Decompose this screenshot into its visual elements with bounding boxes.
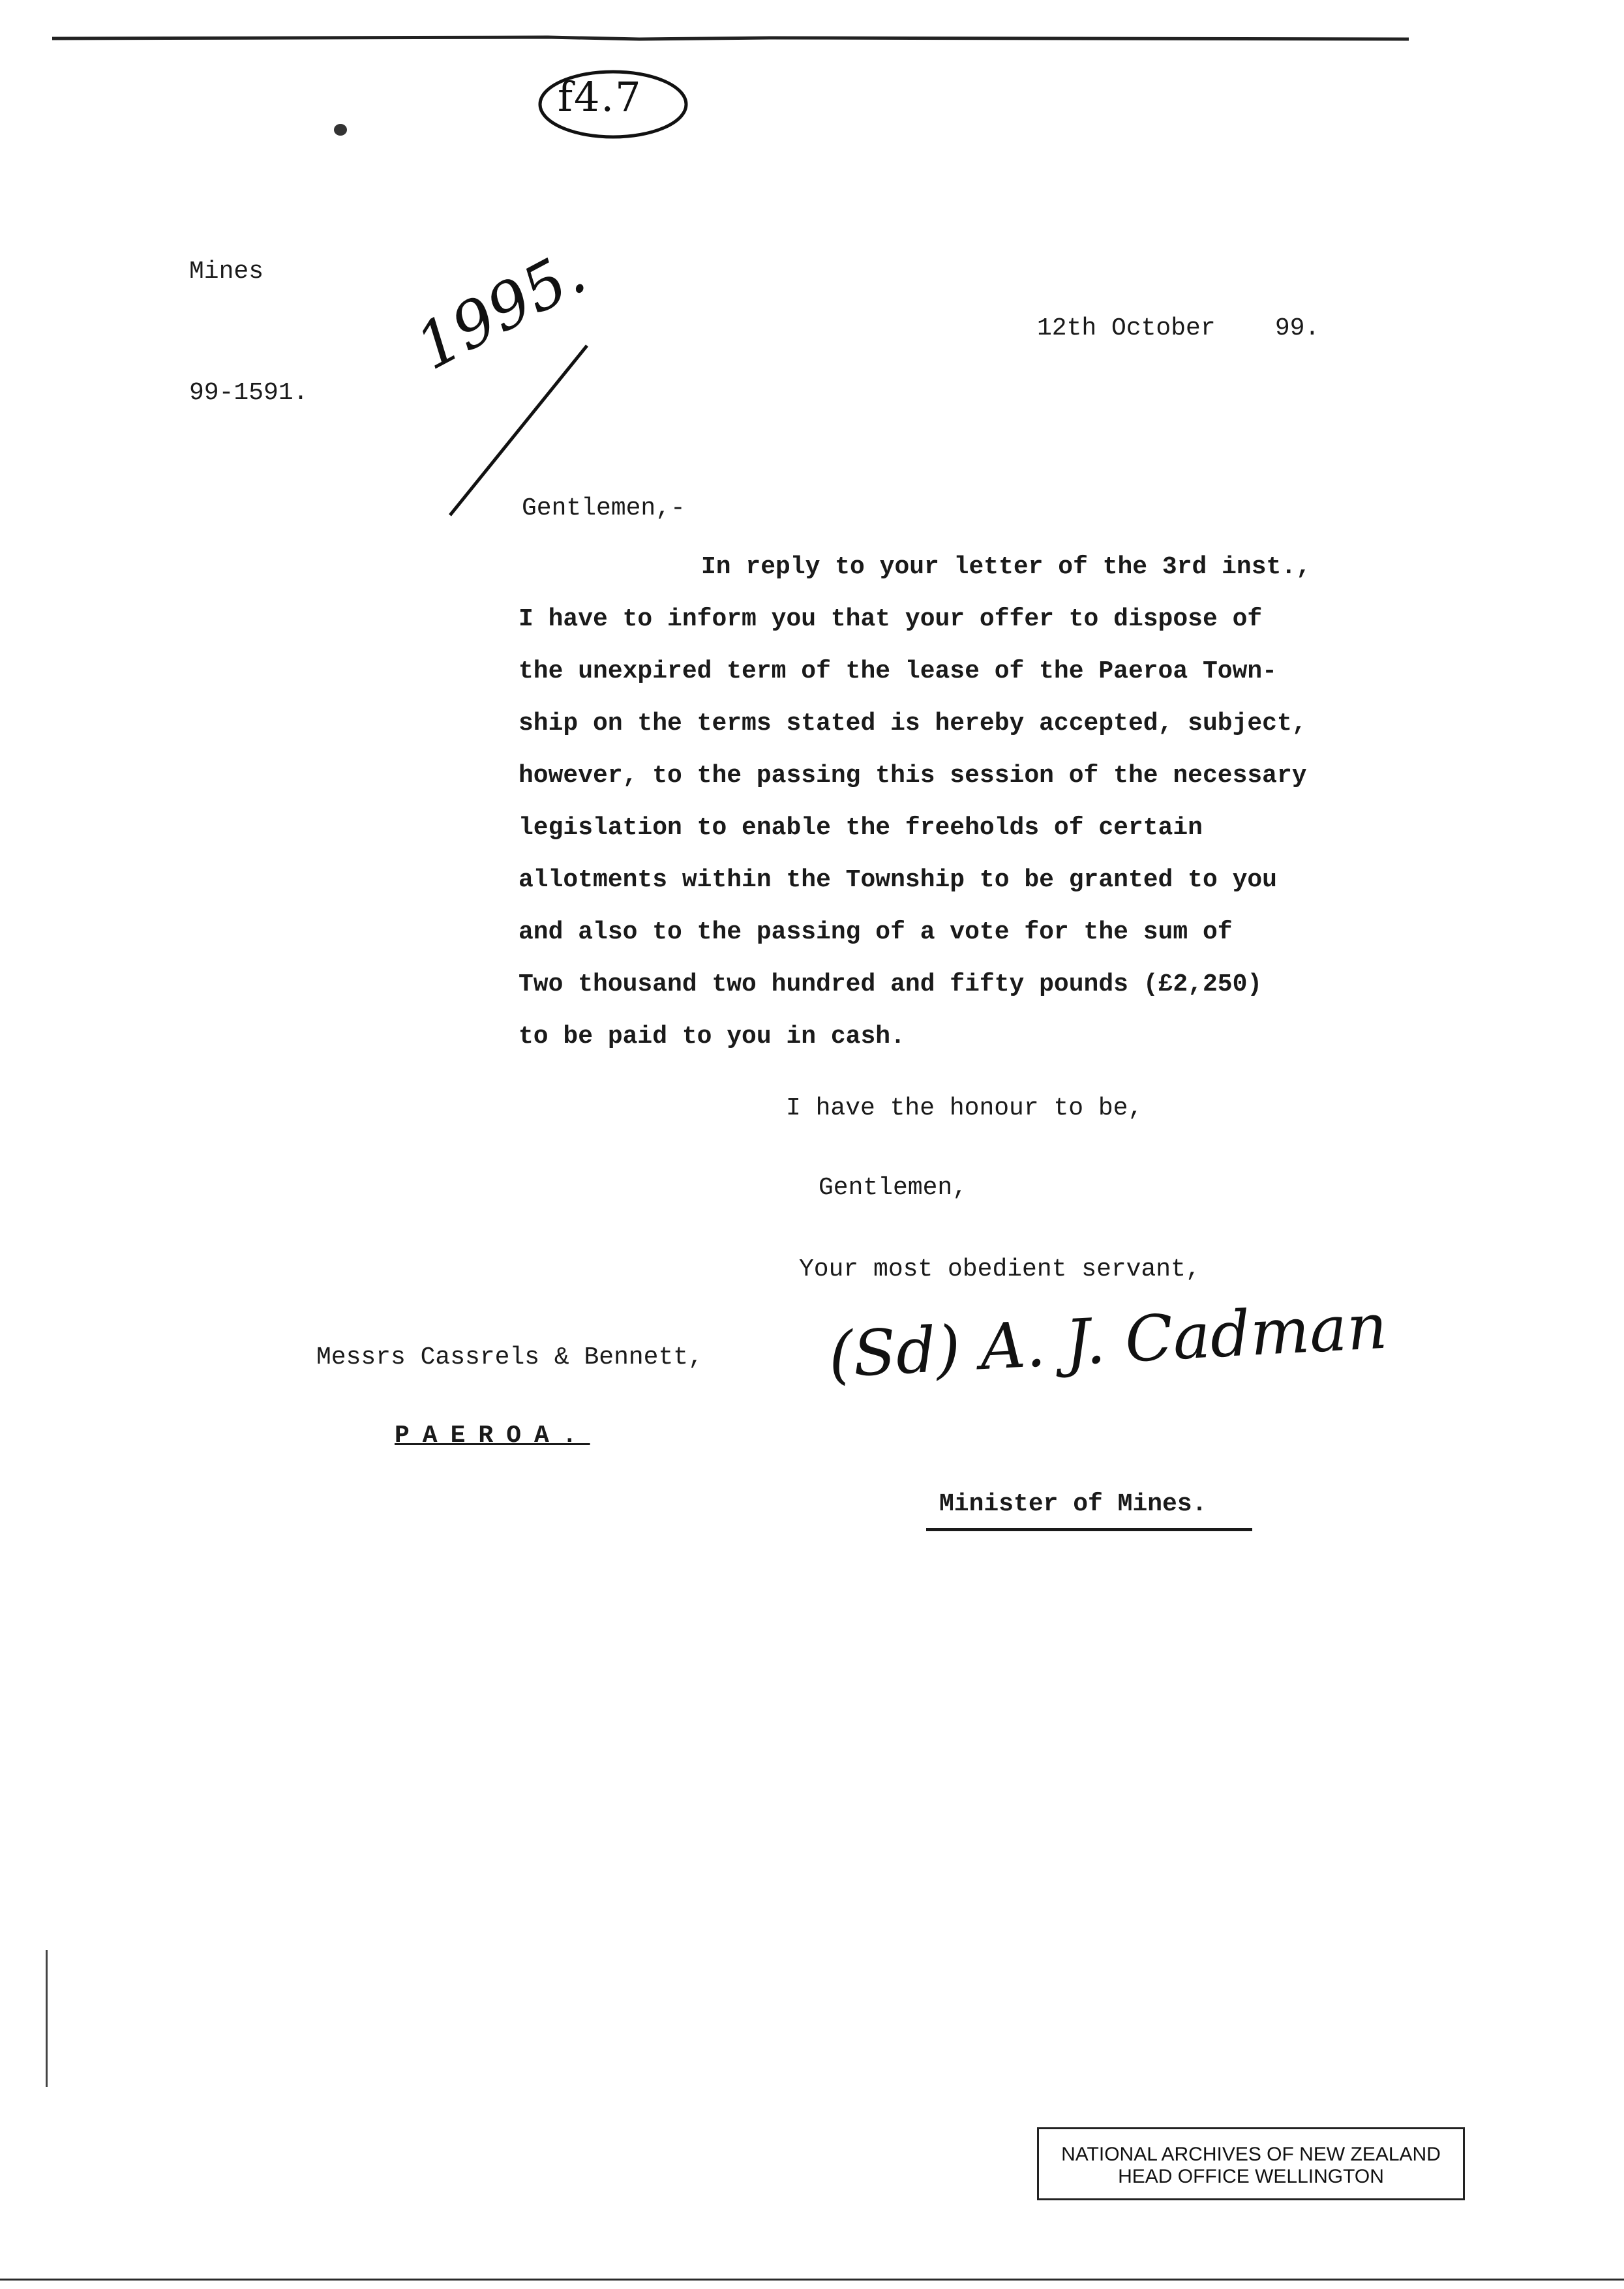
body-line: I have to inform you that your offer to dispose of <box>519 605 1263 633</box>
reference-block <box>189 171 308 494</box>
letter-body <box>519 541 1386 1063</box>
body-line: the unexpired term of the lease of the Paeroa Town- <box>519 657 1277 685</box>
addressee-place: PAEROA. <box>395 1422 590 1450</box>
body-line: to be paid to you in cash. <box>519 1023 905 1051</box>
handwritten-number: 1995. <box>404 235 597 384</box>
body-line: allotments within the Township to be granted to you <box>519 866 1277 894</box>
archive-stamp-line: HEAD OFFICE WELLINGTON <box>1118 2166 1384 2187</box>
archive-stamp <box>1037 2127 1465 2200</box>
closing-line: Gentlemen, <box>819 1174 968 1202</box>
body-line: and also to the passing of a vote for the sum of <box>519 918 1233 946</box>
bottom-edge-rule <box>0 2279 1624 2281</box>
reference-number: 99-1591. <box>189 379 308 407</box>
top-edge-rule <box>52 35 1409 42</box>
reference-department: Mines <box>189 258 264 286</box>
ink-speck <box>334 124 347 136</box>
folio-mark: f4.7 <box>558 73 642 121</box>
body-line: legislation to enable the freeholds of certain <box>519 814 1203 842</box>
body-line: ship on the terms stated is hereby accepted, subject, <box>519 710 1307 738</box>
closing-line: I have the honour to be, <box>786 1094 1143 1122</box>
signatory-underline <box>926 1528 1252 1531</box>
salutation: Gentlemen,- <box>522 494 685 522</box>
margin-mark <box>46 1950 48 2087</box>
body-line: In reply to your letter of the 3rd inst., <box>701 553 1311 581</box>
handwritten-signature: (Sd) A. J. Cadman <box>826 1289 1389 1392</box>
body-line: however, to the passing this session of the necessary <box>519 762 1307 790</box>
body-line: Two thousand two hundred and fifty pounds (£2,250) <box>519 970 1263 998</box>
letter-date: 12th October 99. <box>1037 314 1320 342</box>
archive-stamp-line: NATIONAL ARCHIVES OF NEW ZEALAND <box>1061 2144 1441 2165</box>
closing-line: Your most obedient servant, <box>799 1255 1201 1283</box>
signatory-title: Minister of Mines. <box>939 1490 1207 1518</box>
addressee-name: Messrs Cassrels & Bennett, <box>316 1343 703 1371</box>
